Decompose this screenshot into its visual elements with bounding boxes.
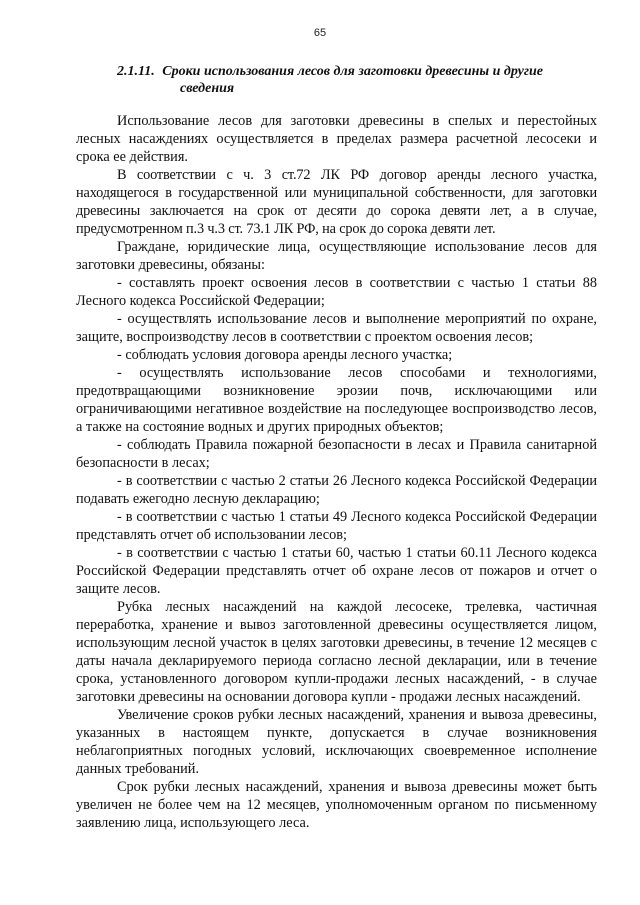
body-text: [76, 112, 597, 832]
obligation-item-fire-safety: - соблюдать Правила пожарной безопасности в лесах и Правила санитарной безопасности в лесах;: [76, 437, 597, 471]
section-title-line-2: сведения: [180, 81, 235, 96]
paragraph-felling-period: Рубка лесных насаждений на каждой лесосеке, трелевка, частичная переработка, хранение и вывоз заготовленной древесины осуществляется лицом, использующим лесной участок в целях заготовки древесины, в течение 12 месяцев с даты начала декларируемого периода согласно лесной декларации, или в течение срока, установленного договором купли-продажи лесных насаждений, - в случае заготовки древесины на основании договора купли - продажи лесных насаждений.: [76, 599, 597, 705]
paragraph-harvest-limits: Использование лесов для заготовки древесины в спелых и перестойных лесных насаждениях осуществляется в пределах размера расчетной лесосеки и срока ее действия.: [76, 113, 597, 165]
obligation-item-forest-declaration: - в соответствии с частью 2 статьи 26 Лесного кодекса Российской Федерации подавать ежегодно лесную декларацию;: [76, 473, 597, 507]
paragraph-extension-limit: Срок рубки лесных насаждений, хранения и вывоза древесины может быть увеличен не более чем на 12 месяцев, уполномоченным органом по письменному заявлению лица, использующего леса.: [76, 779, 597, 831]
obligation-item-lease-conditions: - соблюдать условия договора аренды лесного участка;: [117, 347, 453, 363]
section-title-line-1: Сроки использования лесов для заготовки древесины и другие: [162, 64, 544, 79]
paragraph-extension-conditions: Увеличение сроков рубки лесных насаждений, хранения и вывоза древесины, указанных в настоящем пункте, допускается в случае возникновения неблагоприятных погодных условий, исключающих своевременное исполнение данных требований.: [76, 707, 597, 777]
section-number: 2.1.11.: [117, 64, 155, 79]
obligation-item-usage-report: - в соответствии с частью 1 статьи 49 Лесного кодекса Российской Федерации представлять отчет об использовании лесов;: [76, 509, 597, 543]
paragraph-obligations-intro: Граждане, юридические лица, осуществляющие использование лесов для заготовки древесины, обязаны:: [76, 239, 597, 273]
paragraph-lease-term: В соответствии с ч. 3 ст.72 ЛК РФ договор аренды лесного участка, находящегося в государственной или муниципальной собственности, для заготовки древесины заключается на срок от десяти до сорока девяти лет, а в случае, предусмотренном п.3 ч.3 ст. 73.1 ЛК РФ, на срок до сорока девяти лет.: [76, 167, 597, 237]
obligation-item-protection-measures: - осуществлять использование лесов и выполнение мероприятий по охране, защите, воспроизводству лесов в соответствии с проектом освоения лесов;: [76, 311, 597, 345]
page-number: 65: [313, 27, 327, 39]
obligation-item-technologies: - осуществлять использование лесов способами и технологиями, предотвращающими возникновение эрозии почв, исключающими или ограничивающими негативное воздействие на последующее воспроизводство лесов, а также на состояние водных и других природных объектов;: [76, 365, 597, 435]
section-heading: [117, 63, 587, 97]
obligation-item-development-project: - составлять проект освоения лесов в соответствии с частью 1 статьи 88 Лесного кодекса Российской Федерации;: [76, 275, 597, 309]
obligation-item-protection-report: - в соответствии с частью 1 статьи 60, частью 1 статьи 60.11 Лесного кодекса Российской Федерации представлять отчет об охране лесов от пожаров и отчет о защите лесов.: [76, 545, 597, 597]
